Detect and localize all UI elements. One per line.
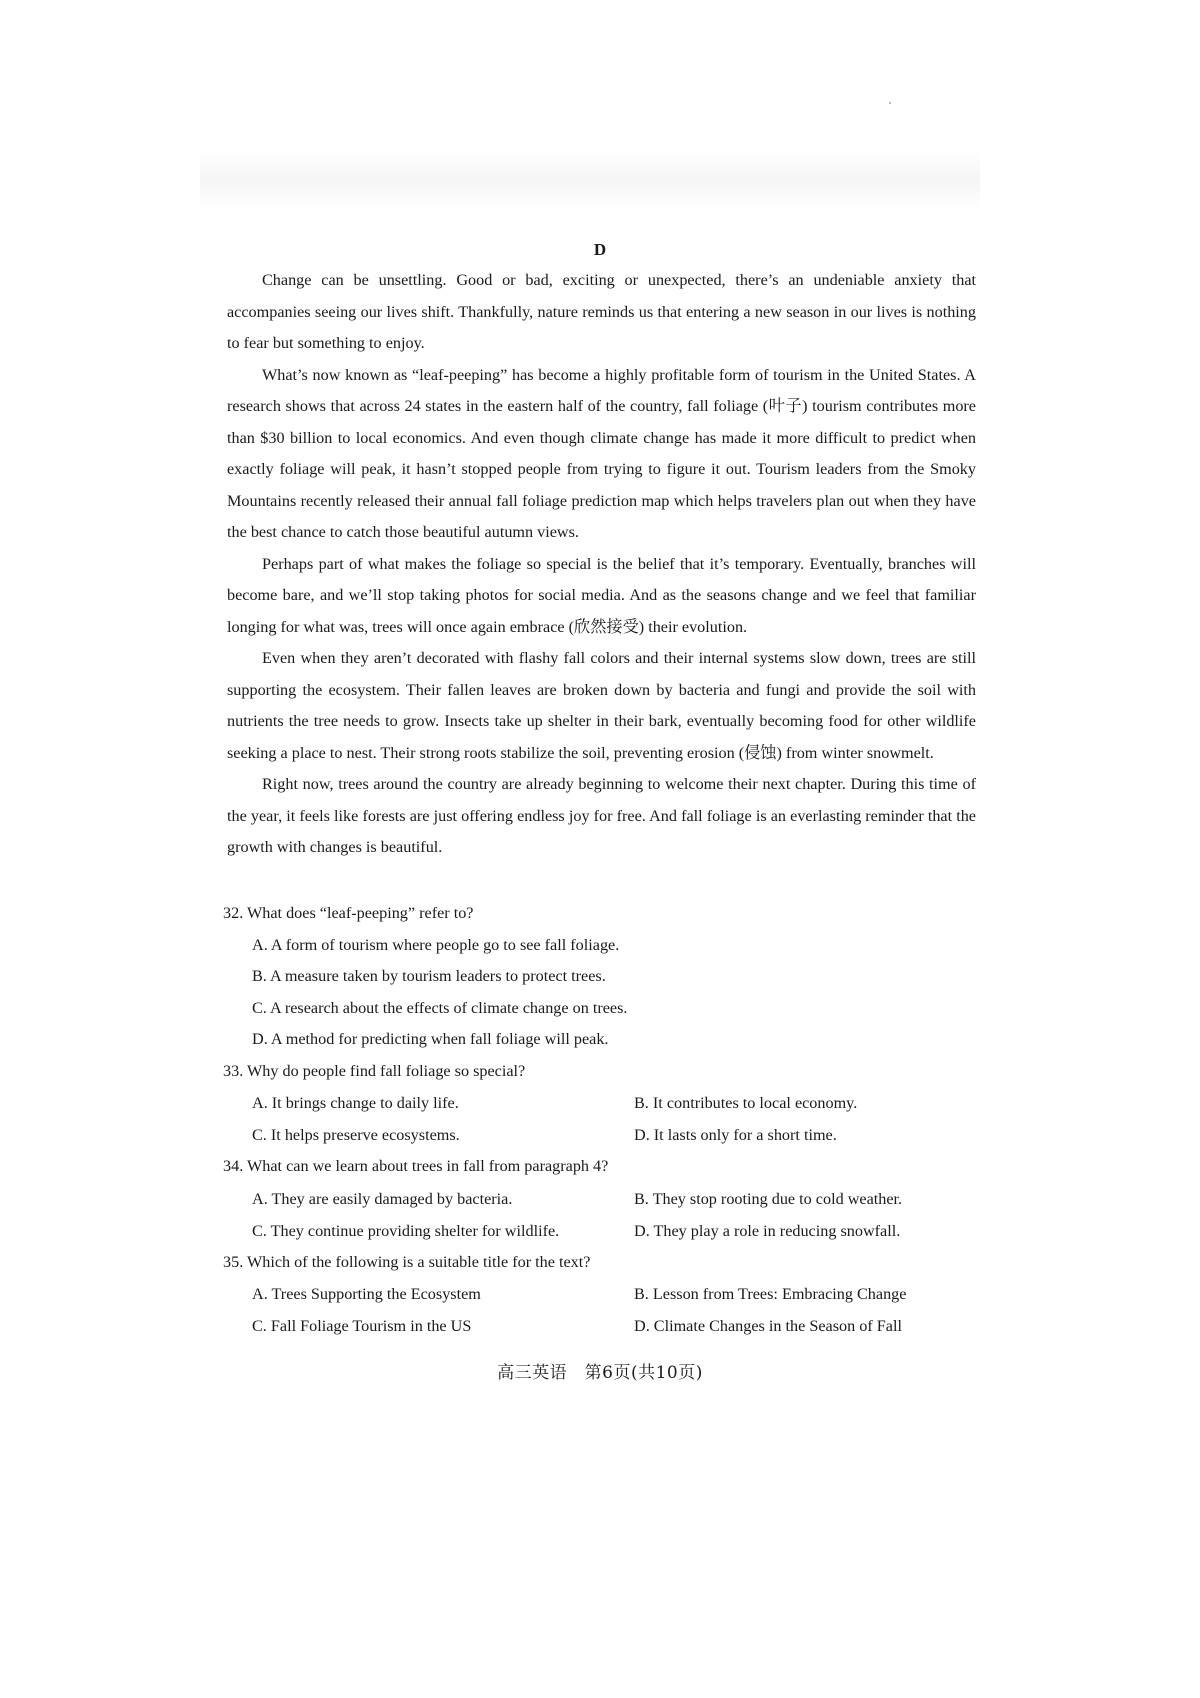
- question-34: [223, 1151, 983, 1247]
- option-d: D. A method for predicting when fall foliage will peak.: [252, 1030, 609, 1048]
- question-stem: 32. What does “leaf-peeping” refer to?: [223, 904, 474, 922]
- scan-speck: [889, 102, 891, 104]
- option-b: B. Lesson from Trees: Embracing Change: [634, 1285, 907, 1303]
- option-c: C. Fall Foliage Tourism in the US: [252, 1317, 472, 1335]
- question-stem: 34. What can we learn about trees in fall from paragraph 4?: [223, 1157, 609, 1175]
- option-grid: [223, 1278, 983, 1342]
- option-a: A. They are easily damaged by bacteria.: [252, 1189, 513, 1208]
- option-b: B. It contributes to local economy.: [634, 1094, 858, 1112]
- passage-paragraph-5: Right now, trees around the country are already beginning to welcome their next chapter. During this time of the year, it feels like forests are just offering endless joy for free. And fall foliage is an everlasting reminder that the growth with changes is beautiful.: [227, 775, 976, 856]
- passage-paragraph-2: What’s now known as “leaf-peeping” has become a highly profitable form of tourism in the United States. A research shows that across 24 states in the eastern half of the country, fall foliage (叶子) tourism contributes more than $30 billion to local economics. And even though climate change has made it more difficult to predict when exactly foliage will peak, it hasn’t stopped people from trying to figure it out. Tourism leaders from the Smoky Mountains recently released their annual fall foliage prediction map which helps travelers plan out when they have the best chance to catch those beautiful autumn views.: [227, 365, 976, 541]
- option-c: C. They continue providing shelter for wildlife.: [252, 1221, 560, 1240]
- question-32: [223, 898, 983, 1056]
- option-list: [223, 930, 983, 1056]
- option-c: C. A research about the effects of climate change on trees.: [252, 998, 628, 1017]
- scan-artifact: [200, 150, 980, 210]
- option-b: B. A measure taken by tourism leaders to protect trees.: [252, 967, 606, 985]
- option-d: D. Climate Changes in the Season of Fall: [634, 1317, 902, 1335]
- option-d: D. They play a role in reducing snowfall.: [634, 1221, 901, 1240]
- option-a: A. It brings change to daily life.: [252, 1094, 459, 1112]
- question-33: [223, 1056, 983, 1152]
- section-letter: D: [593, 240, 607, 259]
- passage-paragraph-4: Even when they aren’t decorated with flashy fall colors and their internal systems slow down, trees are still supporting the ecosystem. Their fallen leaves are broken down by bacteria and fungi and provide the soil with nutrients the tree needs to grow. Insects take up shelter in their bark, eventually becoming food for other wildlife seeking a place to nest. Their strong roots stabilize the soil, preventing erosion (侵蚀) from winter snowmelt.: [227, 649, 976, 762]
- option-grid: [223, 1087, 983, 1151]
- question-set: [223, 898, 983, 1342]
- question-stem: 33. Why do people find fall foliage so special?: [223, 1061, 526, 1080]
- option-c: C. It helps preserve ecosystems.: [252, 1126, 460, 1144]
- option-b: B. They stop rooting due to cold weather.: [634, 1189, 903, 1208]
- reading-passage: [227, 265, 976, 864]
- passage-paragraph-1: Change can be unsettling. Good or bad, exciting or unexpected, there’s an undeniable anxiety that accompanies seeing our lives shift. Thankfully, nature reminds us that entering a new season in our lives is nothing to fear but something to enjoy.: [227, 271, 976, 352]
- option-d: D. It lasts only for a short time.: [634, 1126, 837, 1144]
- option-grid: [223, 1183, 983, 1247]
- option-a: A. Trees Supporting the Ecosystem: [252, 1285, 481, 1303]
- page-footer: 高三英语 第6页(共10页): [497, 1363, 703, 1383]
- option-a: A. A form of tourism where people go to see fall foliage.: [252, 935, 620, 954]
- question-stem: 35. Which of the following is a suitable title for the text?: [223, 1252, 591, 1271]
- question-35: [223, 1247, 983, 1343]
- passage-paragraph-3: Perhaps part of what makes the foliage so special is the belief that it’s temporary. Eventually, branches will become bare, and we’ll stop taking photos for social media. And as the seasons change and we feel that familiar longing for what was, trees will once again embrace (欣然接受) their evolution.: [227, 554, 976, 636]
